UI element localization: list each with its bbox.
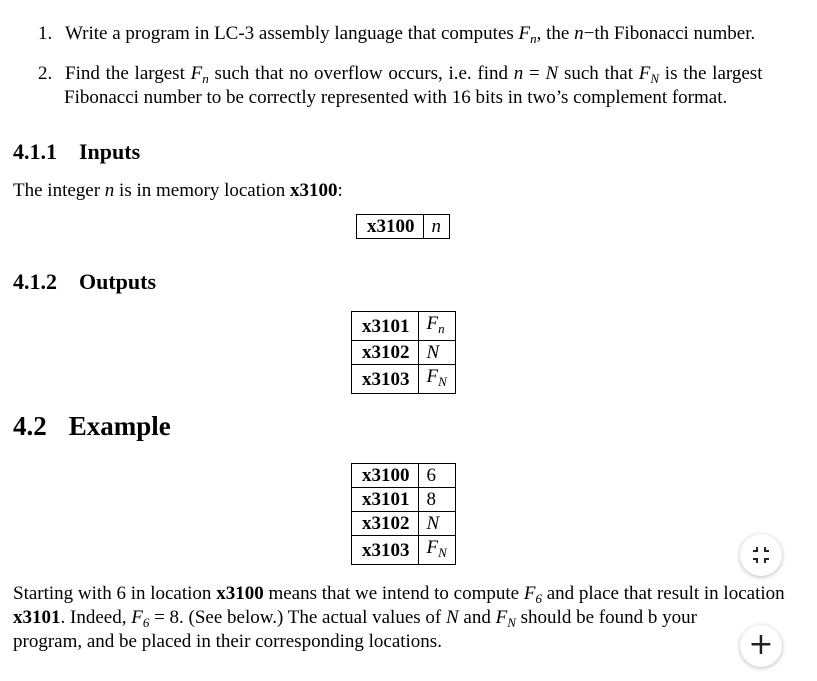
memory-value: N: [418, 341, 455, 365]
memory-value: $F_N$: [418, 536, 455, 565]
example-paragraph-line1: Starting with 6 in location x3100 means that we intend to compute $F_6$ and place that result in location: [13, 583, 785, 606]
plus-icon: +: [748, 626, 774, 662]
memory-value: N: [418, 512, 455, 536]
memory-value: n: [423, 215, 450, 239]
table-row: [352, 512, 456, 536]
list-text: Find the largest $F_n$ such that no overflow occurs, i.e. find n = N such that $F_N$ is the largest: [65, 63, 763, 86]
list-number: 1.: [38, 23, 53, 44]
section-heading-outputs: 4.1.2 Outputs: [13, 269, 157, 294]
memory-value: $F_n$: [418, 312, 455, 341]
table-row: [352, 536, 456, 565]
add-button[interactable]: [740, 625, 782, 667]
section-heading-inputs: 4.1.1 Inputs: [13, 139, 141, 164]
memory-address: x3102: [352, 341, 419, 365]
memory-address: x3101: [352, 312, 419, 341]
outputs-memory-table: [351, 311, 456, 394]
memory-address: x3102: [352, 512, 419, 536]
memory-value: 6: [418, 464, 455, 488]
memory-address: x3100: [357, 215, 424, 239]
memory-value: 8: [418, 488, 455, 512]
collapse-arrows-icon: [751, 545, 771, 565]
inputs-memory-table: [356, 214, 450, 239]
collapse-button[interactable]: [740, 534, 782, 576]
section-heading-example: 4.2 Example: [13, 411, 171, 441]
memory-address: x3103: [352, 536, 419, 565]
list-number: 2.: [38, 63, 53, 84]
list-item-1: [38, 22, 755, 51]
example-paragraph-line3: program, and be placed in their corresponding locations.: [13, 631, 442, 652]
table-row: [357, 215, 450, 239]
table-row: [352, 365, 456, 394]
memory-value: $F_N$: [418, 365, 455, 394]
inputs-text: The integer n is in memory location x3100:: [13, 180, 343, 201]
table-row: [352, 488, 456, 512]
table-row: [352, 464, 456, 488]
example-paragraph-line2: x3101. Indeed, $F_6 = 8$. (See below.) The actual values of N and $F_N$ should be found b your: [13, 607, 697, 630]
example-memory-table: [351, 463, 456, 565]
memory-address: x3103: [352, 365, 419, 394]
list-item-2-line2: Fibonacci number to be correctly represented with 16 bits in two’s complement format.: [64, 87, 728, 108]
table-row: [352, 312, 456, 341]
memory-address: x3101: [352, 488, 419, 512]
table-row: [352, 341, 456, 365]
memory-address: x3100: [352, 464, 419, 488]
list-text: Write a program in LC-3 assembly language that computes $F_n$, the n−th Fibonacci number.: [65, 23, 756, 46]
